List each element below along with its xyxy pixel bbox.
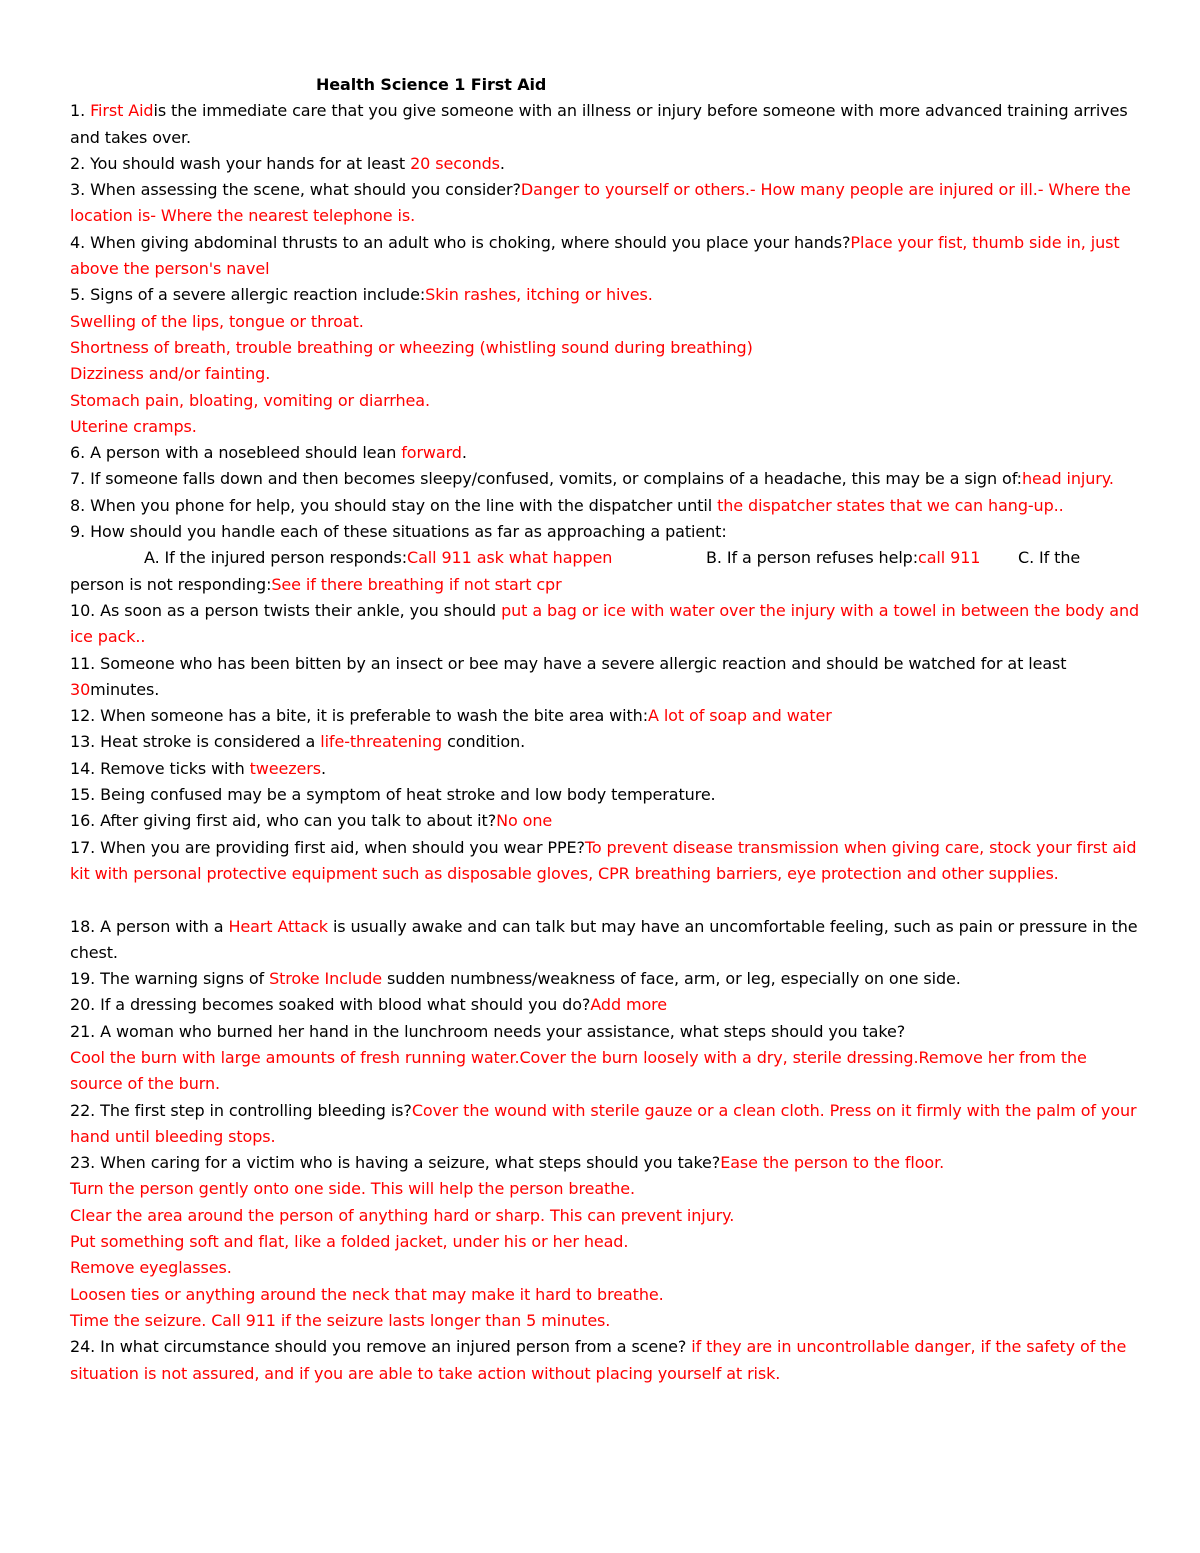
question-text: Being confused may be a symptom of heat stroke and low body temperature. xyxy=(100,785,716,805)
question-number: 19. xyxy=(70,969,96,989)
question-9-options xyxy=(70,545,1140,571)
question-number: 10. xyxy=(70,600,96,620)
question-19 xyxy=(70,966,1140,992)
answer-text: Stroke Include xyxy=(269,969,382,989)
question-11 xyxy=(70,651,1140,704)
option-c-text: person is not responding: xyxy=(70,574,272,594)
question-6 xyxy=(70,440,1140,466)
question-text: As soon as a person twists their ankle, you should xyxy=(100,600,502,620)
answer-text: Skin rashes, itching or hives. xyxy=(425,285,653,305)
question-1 xyxy=(70,98,1140,151)
question-12 xyxy=(70,703,1140,729)
question-number: 14. xyxy=(70,758,96,778)
question-number: 8. xyxy=(70,495,86,515)
question-end: . xyxy=(321,758,327,778)
option-c xyxy=(70,572,1140,598)
page-title: Health Science 1 First Aid xyxy=(316,75,547,94)
answer-text: forward xyxy=(401,443,462,463)
question-text: You should wash your hands for at least xyxy=(90,153,411,173)
question-number: 9. xyxy=(70,522,86,542)
question-number: 13. xyxy=(70,732,96,752)
question-number: 5. xyxy=(70,285,86,305)
question-text: If a dressing becomes soaked with blood what should you do? xyxy=(100,995,591,1015)
question-number: 21. xyxy=(70,1021,96,1041)
option-c-label: C. If the xyxy=(1018,548,1081,568)
answer-line: Turn the person gently onto one side. This will help the person breathe. xyxy=(70,1179,635,1199)
question-13 xyxy=(70,729,1140,755)
question-number: 7. xyxy=(70,469,86,489)
question-text: When someone has a bite, it is preferable to wash the bite area with: xyxy=(100,706,648,726)
question-14 xyxy=(70,756,1140,782)
question-text: When giving abdominal thrusts to an adult who is choking, where should you place your hands? xyxy=(90,232,851,252)
answer-text: life-threatening xyxy=(320,732,443,752)
answer-text: the dispatcher states that we can hang-up.. xyxy=(717,495,1064,515)
question-number: 17. xyxy=(70,837,96,857)
question-text: Signs of a severe allergic reaction include: xyxy=(90,285,426,305)
question-text: A person with a xyxy=(100,916,229,936)
question-number: 22. xyxy=(70,1100,96,1120)
question-text: A person with a nosebleed should lean xyxy=(90,443,402,463)
answer-text: Cover the wound with sterile gauze or a clean cloth. Press on it firmly with the palm of your hand until bleeding stops. xyxy=(70,1100,1137,1146)
answer-line: Put something soft and flat, like a folded jacket, under his or her head. xyxy=(70,1232,629,1252)
question-4 xyxy=(70,230,1140,283)
answer-text: tweezers xyxy=(249,758,322,778)
option-c-answer: See if there breathing if not start cpr xyxy=(271,574,562,594)
question-end: minutes. xyxy=(90,679,160,699)
question-18 xyxy=(70,914,1140,967)
question-24 xyxy=(70,1334,1140,1387)
answer-text: head injury. xyxy=(1021,469,1114,489)
question-text: When you phone for help, you should stay on the line with the dispatcher until xyxy=(90,495,718,515)
question-17 xyxy=(70,835,1140,888)
question-number: 20. xyxy=(70,995,96,1015)
question-22 xyxy=(70,1098,1140,1151)
question-number: 2. xyxy=(70,153,86,173)
question-number: 1. xyxy=(70,101,86,121)
question-end: . xyxy=(461,443,467,463)
question-number: 24. xyxy=(70,1337,96,1357)
question-number: 12. xyxy=(70,706,96,726)
question-number: 3. xyxy=(70,180,86,200)
answer-text: Danger to yourself or others.- How many people are injured or ill.- Where the location is- Where the nearest telephone is. xyxy=(70,180,1131,226)
question-15 xyxy=(70,782,1140,808)
question-10 xyxy=(70,598,1140,651)
question-20 xyxy=(70,992,1140,1018)
answer-text: To prevent disease transmission when giving care, stock your first aid kit with personal protective equipment such as disposable gloves, CPR breathing barriers, eye protection and other supplies. xyxy=(70,837,1137,883)
answer-text: Place your fist, thumb side in, just above the person's navel xyxy=(70,232,1120,279)
question-text: Heat stroke is considered a xyxy=(100,732,321,752)
answer-text: First Aid xyxy=(90,101,154,121)
question-text: The warning signs of xyxy=(100,969,270,989)
question-number: 15. xyxy=(70,785,96,805)
answer-line: Dizziness and/or fainting. xyxy=(70,364,271,384)
question-16 xyxy=(70,808,1140,834)
question-number: 11. xyxy=(70,653,96,673)
answer-text: 30 xyxy=(70,679,91,699)
question-text: When assessing the scene, what should you consider? xyxy=(90,180,521,200)
question-text: Remove ticks with xyxy=(100,758,250,778)
answer-line: Remove eyeglasses. xyxy=(70,1258,232,1278)
question-23 xyxy=(70,1150,1140,1176)
answer-text: 20 seconds xyxy=(410,153,500,173)
question-text: is the immediate care that you give someone with an illness or injury before someone with more advanced training arrives and takes over. xyxy=(70,101,1128,147)
question-7 xyxy=(70,466,1140,492)
answer-text: Ease the person to the floor. xyxy=(720,1153,945,1173)
question-number: 4. xyxy=(70,232,86,252)
answer-text: A lot of soap and water xyxy=(648,706,832,726)
question-text: How should you handle each of these situations as far as approaching a patient: xyxy=(90,522,727,542)
answer-line: Swelling of the lips, tongue or throat. xyxy=(70,311,364,331)
question-text: When you are providing first aid, when should you wear PPE? xyxy=(100,837,585,857)
question-text: In what circumstance should you remove an injured person from a scene? xyxy=(100,1337,692,1357)
question-number: 18. xyxy=(70,916,96,936)
question-end: condition. xyxy=(442,732,526,752)
question-8 xyxy=(70,493,1140,519)
option-a xyxy=(144,545,706,571)
question-end: sudden numbness/weakness of face, arm, or leg, especially on one side. xyxy=(382,969,961,989)
question-2 xyxy=(70,151,1140,177)
answer-line: Stomach pain, bloating, vomiting or diarrhea. xyxy=(70,390,430,410)
question-text: When caring for a victim who is having a seizure, what steps should you take? xyxy=(100,1153,721,1173)
answer-line: Loosen ties or anything around the neck that may make it hard to breathe. xyxy=(70,1284,664,1304)
question-3 xyxy=(70,177,1140,230)
option-b-label: B. If a person refuses help: xyxy=(706,548,919,568)
answer-text: Add more xyxy=(590,995,668,1015)
answer-line: Time the seizure. Call 911 if the seizure lasts longer than 5 minutes. xyxy=(70,1310,611,1330)
option-a-label: A. If the injured person responds: xyxy=(144,548,408,568)
question-21 xyxy=(70,1019,1140,1045)
question-number: 6. xyxy=(70,443,86,463)
answer-line: Uterine cramps. xyxy=(70,416,197,436)
answer-text: Cool the burn with large amounts of fresh running water.Cover the burn loosely with a dry, sterile dressing.Remove her from the source of the burn. xyxy=(70,1047,1087,1094)
question-9 xyxy=(70,519,1140,545)
question-5 xyxy=(70,282,1140,308)
question-text: If someone falls down and then becomes sleepy/confused, vomits, or complains of a headache, this may be a sign of: xyxy=(90,469,1022,489)
blank-line xyxy=(70,887,1140,913)
question-text: After giving first aid, who can you talk to about it? xyxy=(100,811,497,831)
option-a-answer: Call 911 ask what happen xyxy=(407,548,613,568)
answer-line: Shortness of breath, trouble breathing or wheezing (whistling sound during breathing) xyxy=(70,337,753,357)
question-number: 23. xyxy=(70,1153,96,1173)
answer-text: put a bag or ice with water over the injury with a towel in between the body and ice pack.. xyxy=(70,600,1140,647)
document-page xyxy=(70,72,1140,1387)
question-text: The first step in controlling bleeding is? xyxy=(100,1100,412,1120)
answer-text: Heart Attack xyxy=(228,916,328,936)
answer-line: Clear the area around the person of anything hard or sharp. This can prevent injury. xyxy=(70,1205,735,1225)
question-end: is usually awake and can talk but may have an uncomfortable feeling, such as pain or pressure in the chest. xyxy=(70,916,1138,962)
question-number: 16. xyxy=(70,811,96,831)
question-end: . xyxy=(499,153,505,173)
answer-text: if they are in uncontrollable danger, if the safety of the situation is not assured, and if you are able to take action without placing yourself at risk. xyxy=(70,1337,1127,1383)
option-b-answer: call 911 xyxy=(918,548,981,568)
question-text: Someone who has been bitten by an insect or bee may have a severe allergic reaction and should be watched for at least xyxy=(100,653,1067,673)
option-b xyxy=(706,545,1018,571)
question-text: A woman who burned her hand in the lunchroom needs your assistance, what steps should you take? xyxy=(100,1021,906,1041)
answer-text: No one xyxy=(496,811,553,831)
